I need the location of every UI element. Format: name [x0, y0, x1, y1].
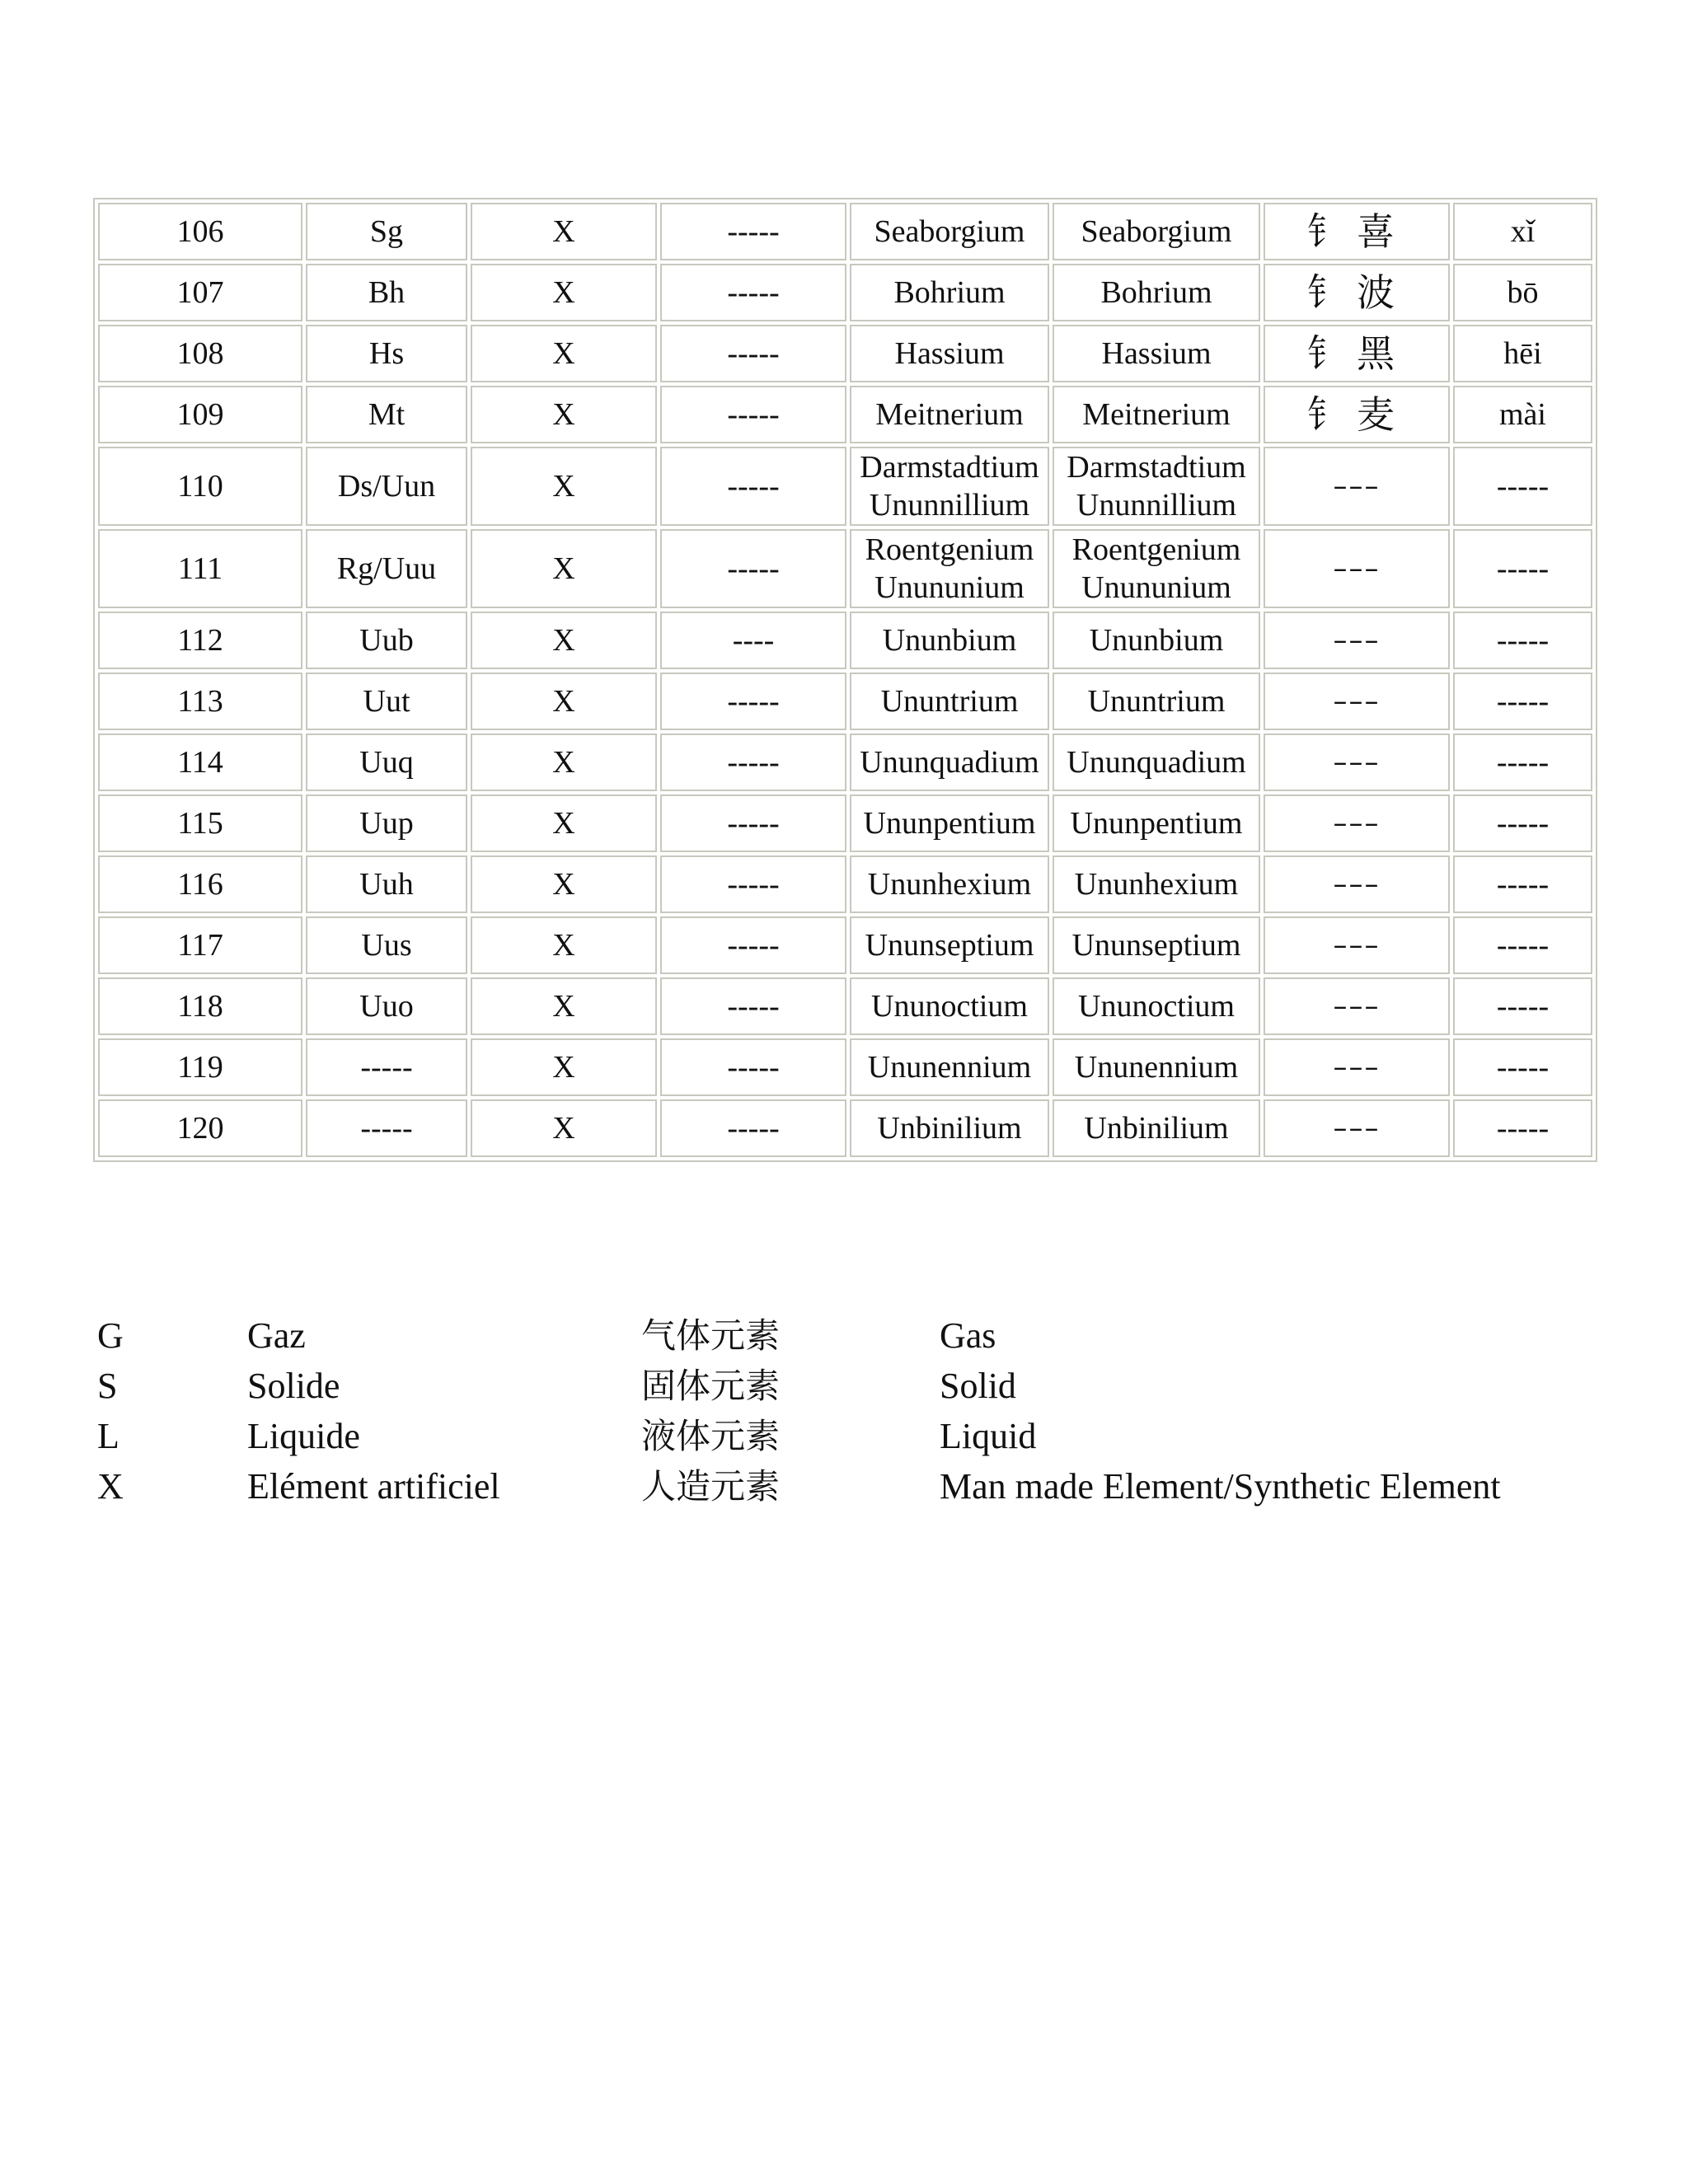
- english-name-cell: [1053, 612, 1260, 669]
- atomic-number-cell: 117: [98, 916, 302, 974]
- chinese-name-cell: 钅喜: [1264, 203, 1450, 260]
- symbol-cell: Uut: [306, 673, 467, 730]
- table-row: [98, 794, 1592, 852]
- pinyin-cell: -----: [1453, 673, 1592, 730]
- legend-english: Liquid: [940, 1416, 1037, 1456]
- name-line: Ununbium: [1089, 623, 1224, 658]
- atomic-number-cell: 111: [98, 529, 302, 608]
- legend-row: [97, 1310, 1597, 1361]
- symbol-cell: Hs: [306, 325, 467, 382]
- table-row: [98, 203, 1592, 260]
- chinese-name-cell: 钅黑: [1264, 325, 1450, 382]
- french-name-cell: [850, 529, 1049, 608]
- french-name-cell: [850, 794, 1049, 852]
- legend-code: L: [97, 1416, 120, 1456]
- symbol-cell: Uup: [306, 794, 467, 852]
- legend-french: Solide: [247, 1366, 340, 1406]
- pinyin-cell: -----: [1453, 977, 1592, 1035]
- extra-cell: -----: [660, 264, 846, 321]
- extra-cell: -----: [660, 203, 846, 260]
- state-cell: X: [471, 203, 657, 260]
- state-cell: X: [471, 529, 657, 608]
- name-line: Darmstadtium: [1067, 450, 1246, 485]
- extra-cell: -----: [660, 386, 846, 443]
- extra-cell: ----: [660, 612, 846, 669]
- symbol-cell: Uuo: [306, 977, 467, 1035]
- english-name-cell: [1053, 264, 1260, 321]
- extra-cell: -----: [660, 916, 846, 974]
- table-row: [98, 977, 1592, 1035]
- legend-french: Gaz: [247, 1315, 306, 1356]
- extra-cell: -----: [660, 977, 846, 1035]
- english-name-cell: [1053, 794, 1260, 852]
- symbol-cell: Sg: [306, 203, 467, 260]
- state-cell: X: [471, 325, 657, 382]
- legend-code: X: [97, 1466, 124, 1507]
- pinyin-cell: -----: [1453, 1038, 1592, 1096]
- state-cell: X: [471, 855, 657, 913]
- chinese-name-cell: –––: [1264, 612, 1450, 669]
- chinese-name-cell: –––: [1264, 977, 1450, 1035]
- pinyin-cell: bō: [1453, 264, 1592, 321]
- name-line: Darmstadtium: [860, 450, 1039, 485]
- extra-cell: -----: [660, 529, 846, 608]
- pinyin-cell: -----: [1453, 733, 1592, 791]
- atomic-number-cell: 110: [98, 447, 302, 526]
- state-cell: X: [471, 977, 657, 1035]
- pinyin-cell: -----: [1453, 794, 1592, 852]
- legend-row: [97, 1361, 1597, 1411]
- chinese-name-cell: –––: [1264, 733, 1450, 791]
- state-cell: X: [471, 673, 657, 730]
- legend-row: [97, 1461, 1597, 1511]
- table-row: [98, 916, 1592, 974]
- state-cell: X: [471, 1038, 657, 1096]
- name-line: Hassium: [1101, 336, 1212, 371]
- table-body: [98, 203, 1592, 1157]
- state-cell: X: [471, 733, 657, 791]
- table-row: [98, 1099, 1592, 1157]
- legend-english: Gas: [940, 1315, 996, 1356]
- name-line: Ununquadium: [860, 745, 1039, 780]
- atomic-number-cell: 109: [98, 386, 302, 443]
- name-line: Seaborgium: [1081, 214, 1232, 249]
- chinese-name-cell: 钅麦: [1264, 386, 1450, 443]
- name-line: Ununtrium: [1087, 684, 1226, 719]
- table-row: [98, 325, 1592, 382]
- atomic-number-cell: 119: [98, 1038, 302, 1096]
- name-line: Ununhexium: [867, 867, 1032, 902]
- pinyin-cell: -----: [1453, 1099, 1592, 1157]
- name-line: Meitnerium: [1082, 397, 1231, 432]
- chinese-name-cell: –––: [1264, 1038, 1450, 1096]
- symbol-cell: Uub: [306, 612, 467, 669]
- pinyin-cell: xǐ: [1453, 203, 1592, 260]
- extra-cell: -----: [660, 447, 846, 526]
- element-table: [93, 198, 1597, 1162]
- state-cell: X: [471, 264, 657, 321]
- name-line: Roentgenium: [865, 532, 1034, 567]
- french-name-cell: [850, 264, 1049, 321]
- legend-chinese: 液体元素: [641, 1416, 781, 1456]
- name-line: Meitnerium: [875, 397, 1024, 432]
- extra-cell: -----: [660, 1038, 846, 1096]
- chinese-name-cell: 钅波: [1264, 264, 1450, 321]
- atomic-number-cell: 113: [98, 673, 302, 730]
- chinese-name-cell: –––: [1264, 916, 1450, 974]
- name-line: Ununpentium: [1070, 806, 1243, 841]
- symbol-cell: Ds/Uun: [306, 447, 467, 526]
- name-line: Ununoctium: [871, 989, 1028, 1024]
- french-name-cell: [850, 325, 1049, 382]
- chinese-name-cell: –––: [1264, 1099, 1450, 1157]
- extra-cell: -----: [660, 673, 846, 730]
- table-row: [98, 447, 1592, 526]
- name-line: Unununium: [874, 570, 1025, 605]
- legend-english: Solid: [940, 1366, 1016, 1406]
- atomic-number-cell: 106: [98, 203, 302, 260]
- state-cell: X: [471, 916, 657, 974]
- name-line: Ununnillium: [1076, 488, 1237, 523]
- french-name-cell: [850, 733, 1049, 791]
- extra-cell: -----: [660, 794, 846, 852]
- english-name-cell: [1053, 1038, 1260, 1096]
- state-cell: X: [471, 386, 657, 443]
- english-name-cell: [1053, 855, 1260, 913]
- name-line: Ununquadium: [1067, 745, 1246, 780]
- english-name-cell: [1053, 733, 1260, 791]
- name-line: Hassium: [894, 336, 1005, 371]
- state-cell: X: [471, 612, 657, 669]
- pinyin-cell: mài: [1453, 386, 1592, 443]
- french-name-cell: [850, 977, 1049, 1035]
- french-name-cell: [850, 447, 1049, 526]
- legend-row: [97, 1411, 1597, 1461]
- french-name-cell: [850, 612, 1049, 669]
- legend-english: Man made Element/Synthetic Element: [940, 1466, 1501, 1507]
- name-line: Ununpentium: [863, 806, 1036, 841]
- name-line: Ununennium: [1074, 1050, 1239, 1085]
- symbol-cell: Mt: [306, 386, 467, 443]
- english-name-cell: [1053, 325, 1260, 382]
- name-line: Roentgenium: [1071, 532, 1241, 567]
- name-line: Ununoctium: [1078, 989, 1235, 1024]
- legend-chinese: 固体元素: [641, 1366, 781, 1406]
- atomic-number-cell: 107: [98, 264, 302, 321]
- legend-chinese: 人造元素: [641, 1466, 781, 1507]
- name-line: Seaborgium: [874, 214, 1025, 249]
- name-line: Ununseptium: [865, 928, 1034, 963]
- name-line: Bohrium: [1100, 275, 1212, 310]
- pinyin-cell: -----: [1453, 447, 1592, 526]
- pinyin-cell: -----: [1453, 916, 1592, 974]
- atomic-number-cell: 114: [98, 733, 302, 791]
- name-line: Ununbium: [882, 623, 1017, 658]
- name-line: Bohrium: [893, 275, 1006, 310]
- name-line: Unununium: [1081, 570, 1231, 605]
- name-line: Unbinilium: [1084, 1111, 1229, 1146]
- french-name-cell: [850, 673, 1049, 730]
- legend-french: Liquide: [247, 1416, 360, 1456]
- table-row: [98, 386, 1592, 443]
- french-name-cell: [850, 855, 1049, 913]
- atomic-number-cell: 108: [98, 325, 302, 382]
- pinyin-cell: hēi: [1453, 325, 1592, 382]
- english-name-cell: [1053, 529, 1260, 608]
- table-row: [98, 529, 1592, 608]
- chinese-name-cell: –––: [1264, 673, 1450, 730]
- name-line: Ununseptium: [1071, 928, 1241, 963]
- atomic-number-cell: 118: [98, 977, 302, 1035]
- symbol-cell: Bh: [306, 264, 467, 321]
- name-line: Ununhexium: [1074, 867, 1239, 902]
- legend-code: S: [97, 1366, 118, 1406]
- symbol-cell: Rg/Uuu: [306, 529, 467, 608]
- french-name-cell: [850, 386, 1049, 443]
- extra-cell: -----: [660, 325, 846, 382]
- table-row: [98, 264, 1592, 321]
- english-name-cell: [1053, 386, 1260, 443]
- table-row: [98, 733, 1592, 791]
- chinese-name-cell: –––: [1264, 447, 1450, 526]
- legend-french: Elément artificiel: [247, 1466, 500, 1507]
- legend-chinese: 气体元素: [641, 1315, 781, 1356]
- atomic-number-cell: 112: [98, 612, 302, 669]
- chinese-name-cell: –––: [1264, 529, 1450, 608]
- table-row: [98, 855, 1592, 913]
- table-row: [98, 673, 1592, 730]
- atomic-number-cell: 120: [98, 1099, 302, 1157]
- english-name-cell: [1053, 203, 1260, 260]
- atomic-number-cell: 115: [98, 794, 302, 852]
- chinese-name-cell: –––: [1264, 794, 1450, 852]
- state-cell: X: [471, 447, 657, 526]
- pinyin-cell: -----: [1453, 855, 1592, 913]
- name-line: Unbinilium: [877, 1111, 1022, 1146]
- english-name-cell: [1053, 447, 1260, 526]
- legend: [97, 1310, 1597, 1511]
- english-name-cell: [1053, 1099, 1260, 1157]
- symbol-cell: Uuh: [306, 855, 467, 913]
- legend-code: G: [97, 1315, 124, 1356]
- atomic-number-cell: 116: [98, 855, 302, 913]
- extra-cell: -----: [660, 1099, 846, 1157]
- french-name-cell: [850, 916, 1049, 974]
- symbol-cell: Uus: [306, 916, 467, 974]
- state-cell: X: [471, 1099, 657, 1157]
- name-line: Ununtrium: [880, 684, 1019, 719]
- symbol-cell: -----: [306, 1099, 467, 1157]
- pinyin-cell: -----: [1453, 612, 1592, 669]
- french-name-cell: [850, 1038, 1049, 1096]
- table-row: [98, 1038, 1592, 1096]
- french-name-cell: [850, 203, 1049, 260]
- state-cell: X: [471, 794, 657, 852]
- symbol-cell: -----: [306, 1038, 467, 1096]
- name-line: Ununennium: [867, 1050, 1032, 1085]
- pinyin-cell: -----: [1453, 529, 1592, 608]
- french-name-cell: [850, 1099, 1049, 1157]
- extra-cell: -----: [660, 733, 846, 791]
- english-name-cell: [1053, 977, 1260, 1035]
- table-row: [98, 612, 1592, 669]
- chinese-name-cell: –––: [1264, 855, 1450, 913]
- extra-cell: -----: [660, 855, 846, 913]
- english-name-cell: [1053, 916, 1260, 974]
- name-line: Ununnillium: [869, 488, 1030, 523]
- symbol-cell: Uuq: [306, 733, 467, 791]
- english-name-cell: [1053, 673, 1260, 730]
